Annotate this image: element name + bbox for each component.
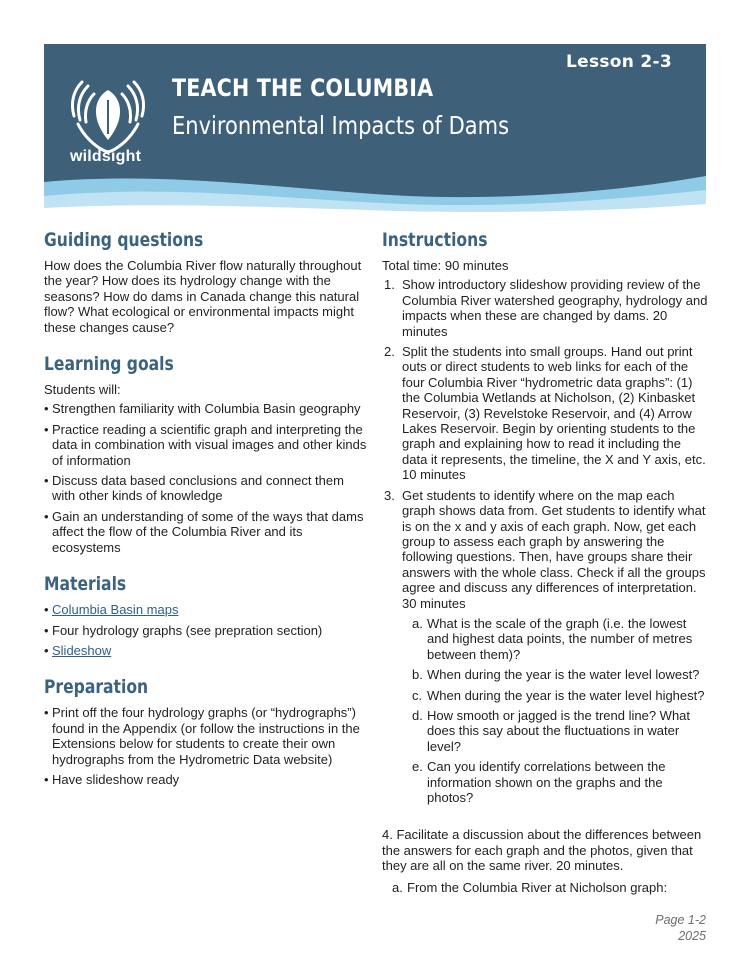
list-item: • Print off the four hydrology graphs (or “hydrographs”) found in the Appendix (or follow the instructions in the Extensions below for students to create their own hydrographs from the Hydrometric Data website) [44,705,370,767]
sub-letter: a. [392,879,403,895]
step-number: 3. [384,487,395,503]
instructions-heading: Instructions [382,229,488,251]
page-number: Page 1-2 [655,913,706,927]
learning-goals-heading: Learning goals [44,353,174,376]
materials-section [44,572,370,658]
list-item: • Discuss data based conclusions and connect them with other kinds of knowledge [44,473,370,504]
learning-goals-intro: Students will: [44,382,121,398]
list-item: • Four hydrology graphs (see prepration section) [44,623,370,638]
guiding-questions-text: How does the Columbia River flow naturally throughout the year? How does its hydrology change with the seasons? How do dams in Canada change this natural flow? What ecological or environmental impacts might these changes cause? [44,258,362,335]
guiding-questions-heading: Guiding questions [44,229,204,251]
sub-letter: a. [412,615,423,631]
sub-questions [382,880,708,895]
list-item [44,643,370,658]
sub-letter: d. [412,707,423,723]
columbia-basin-maps-link[interactable]: Columbia Basin maps [52,602,179,618]
header-banner [44,44,706,214]
instruction-step [382,488,708,806]
sub-question [402,688,708,703]
instruction-step [382,344,708,483]
logo-text: wildsight [70,148,142,165]
sub-text: When during the year is the water level highest? [427,687,705,703]
right-column [382,228,708,900]
list-item [44,602,370,617]
lesson-number: Lesson 2-3 [565,52,672,72]
list-item: • Have slideshow ready [44,772,370,787]
sub-question [402,667,708,682]
materials-heading: Materials [44,573,127,596]
sub-question [382,880,708,895]
step-text: Show introductory slideshow providing review of the Columbia River watershed geography, hydrology and impacts when these are changed by dams. 20 minutes [402,277,708,339]
list-item: • Gain an understanding of some of the ways that dams affect the flow of the Columbia River and its ecosystems [44,509,370,555]
list-item: • Practice reading a scientific graph and interpreting the data in combination with visual images and other kinds of information [44,422,370,468]
step-number: 2. [384,344,395,360]
sub-text: When during the year is the water level lowest? [427,667,700,683]
slideshow-link[interactable]: Slideshow [52,642,112,658]
preparation-heading: Preparation [44,676,149,699]
preparation-section [44,675,370,787]
learning-goals-list [44,401,370,555]
page-title: TEACH THE COLUMBIA [172,74,434,102]
step-text: Get students to identify where on the map each graph shows data from. Get students to identify what is on the x and y axis of each graph. Now, get each group to assess each graph by answering the following questions. Then, have groups share their answers with the whole class. Check if all the groups agree and discuss any differences of interpretation. 30 minutes [402,487,706,611]
instruction-steps [382,277,708,805]
sub-text: How smooth or jagged is the trend line? What does this say about the fluctuations in water level? [427,707,691,754]
sub-letter: c. [412,687,423,703]
sub-question [402,759,708,805]
step-4-text: 4. Facilitate a discussion about the differences between the answers for each graph and the photos, given that they are all on the same river. 20 minutes. [382,827,702,874]
sub-questions [402,616,708,805]
preparation-list [44,705,370,787]
sub-question [402,708,708,754]
sub-letter: e. [412,759,423,775]
instruction-step [382,277,708,339]
total-time: Total time: 90 minutes [382,258,509,273]
page-subtitle: Environmental Impacts of Dams [172,111,510,140]
materials-list [44,602,370,658]
sub-text: What is the scale of the graph (i.e. the lowest and highest data points, the number of metres between them)? [427,615,693,662]
left-column [44,228,370,804]
learning-goals-section [44,352,370,555]
footer-year: 2025 [678,929,706,943]
sub-text: Can you identify correlations between the information shown on the graphs and the photos? [427,759,666,805]
guiding-questions-section [44,228,370,335]
step-number: 1. [384,277,395,293]
list-item: • Strengthen familiarity with Columbia Basin geography [44,401,370,416]
step-text: Split the students into small groups. Hand out print outs or direct students to web links for each of the four Columbia River “hydrometric data graphs”: (1) the Columbia Wetlands at Nicholson, (2) Kinbasket Reservoir, (3) Revelstoke Reservoir, and (4) Arrow Lakes Reservoir. Begin by orienting students to the graph and explaining how to read it including the data it represents, the timeline, the X and Y axis, etc. 10 minutes [402,344,706,483]
sub-question [402,616,708,662]
page-footer [655,912,706,944]
sub-text: From the Columbia River at Nicholson graph: [407,879,668,895]
instruction-step-4 [382,827,708,895]
sub-letter: b. [412,667,423,683]
